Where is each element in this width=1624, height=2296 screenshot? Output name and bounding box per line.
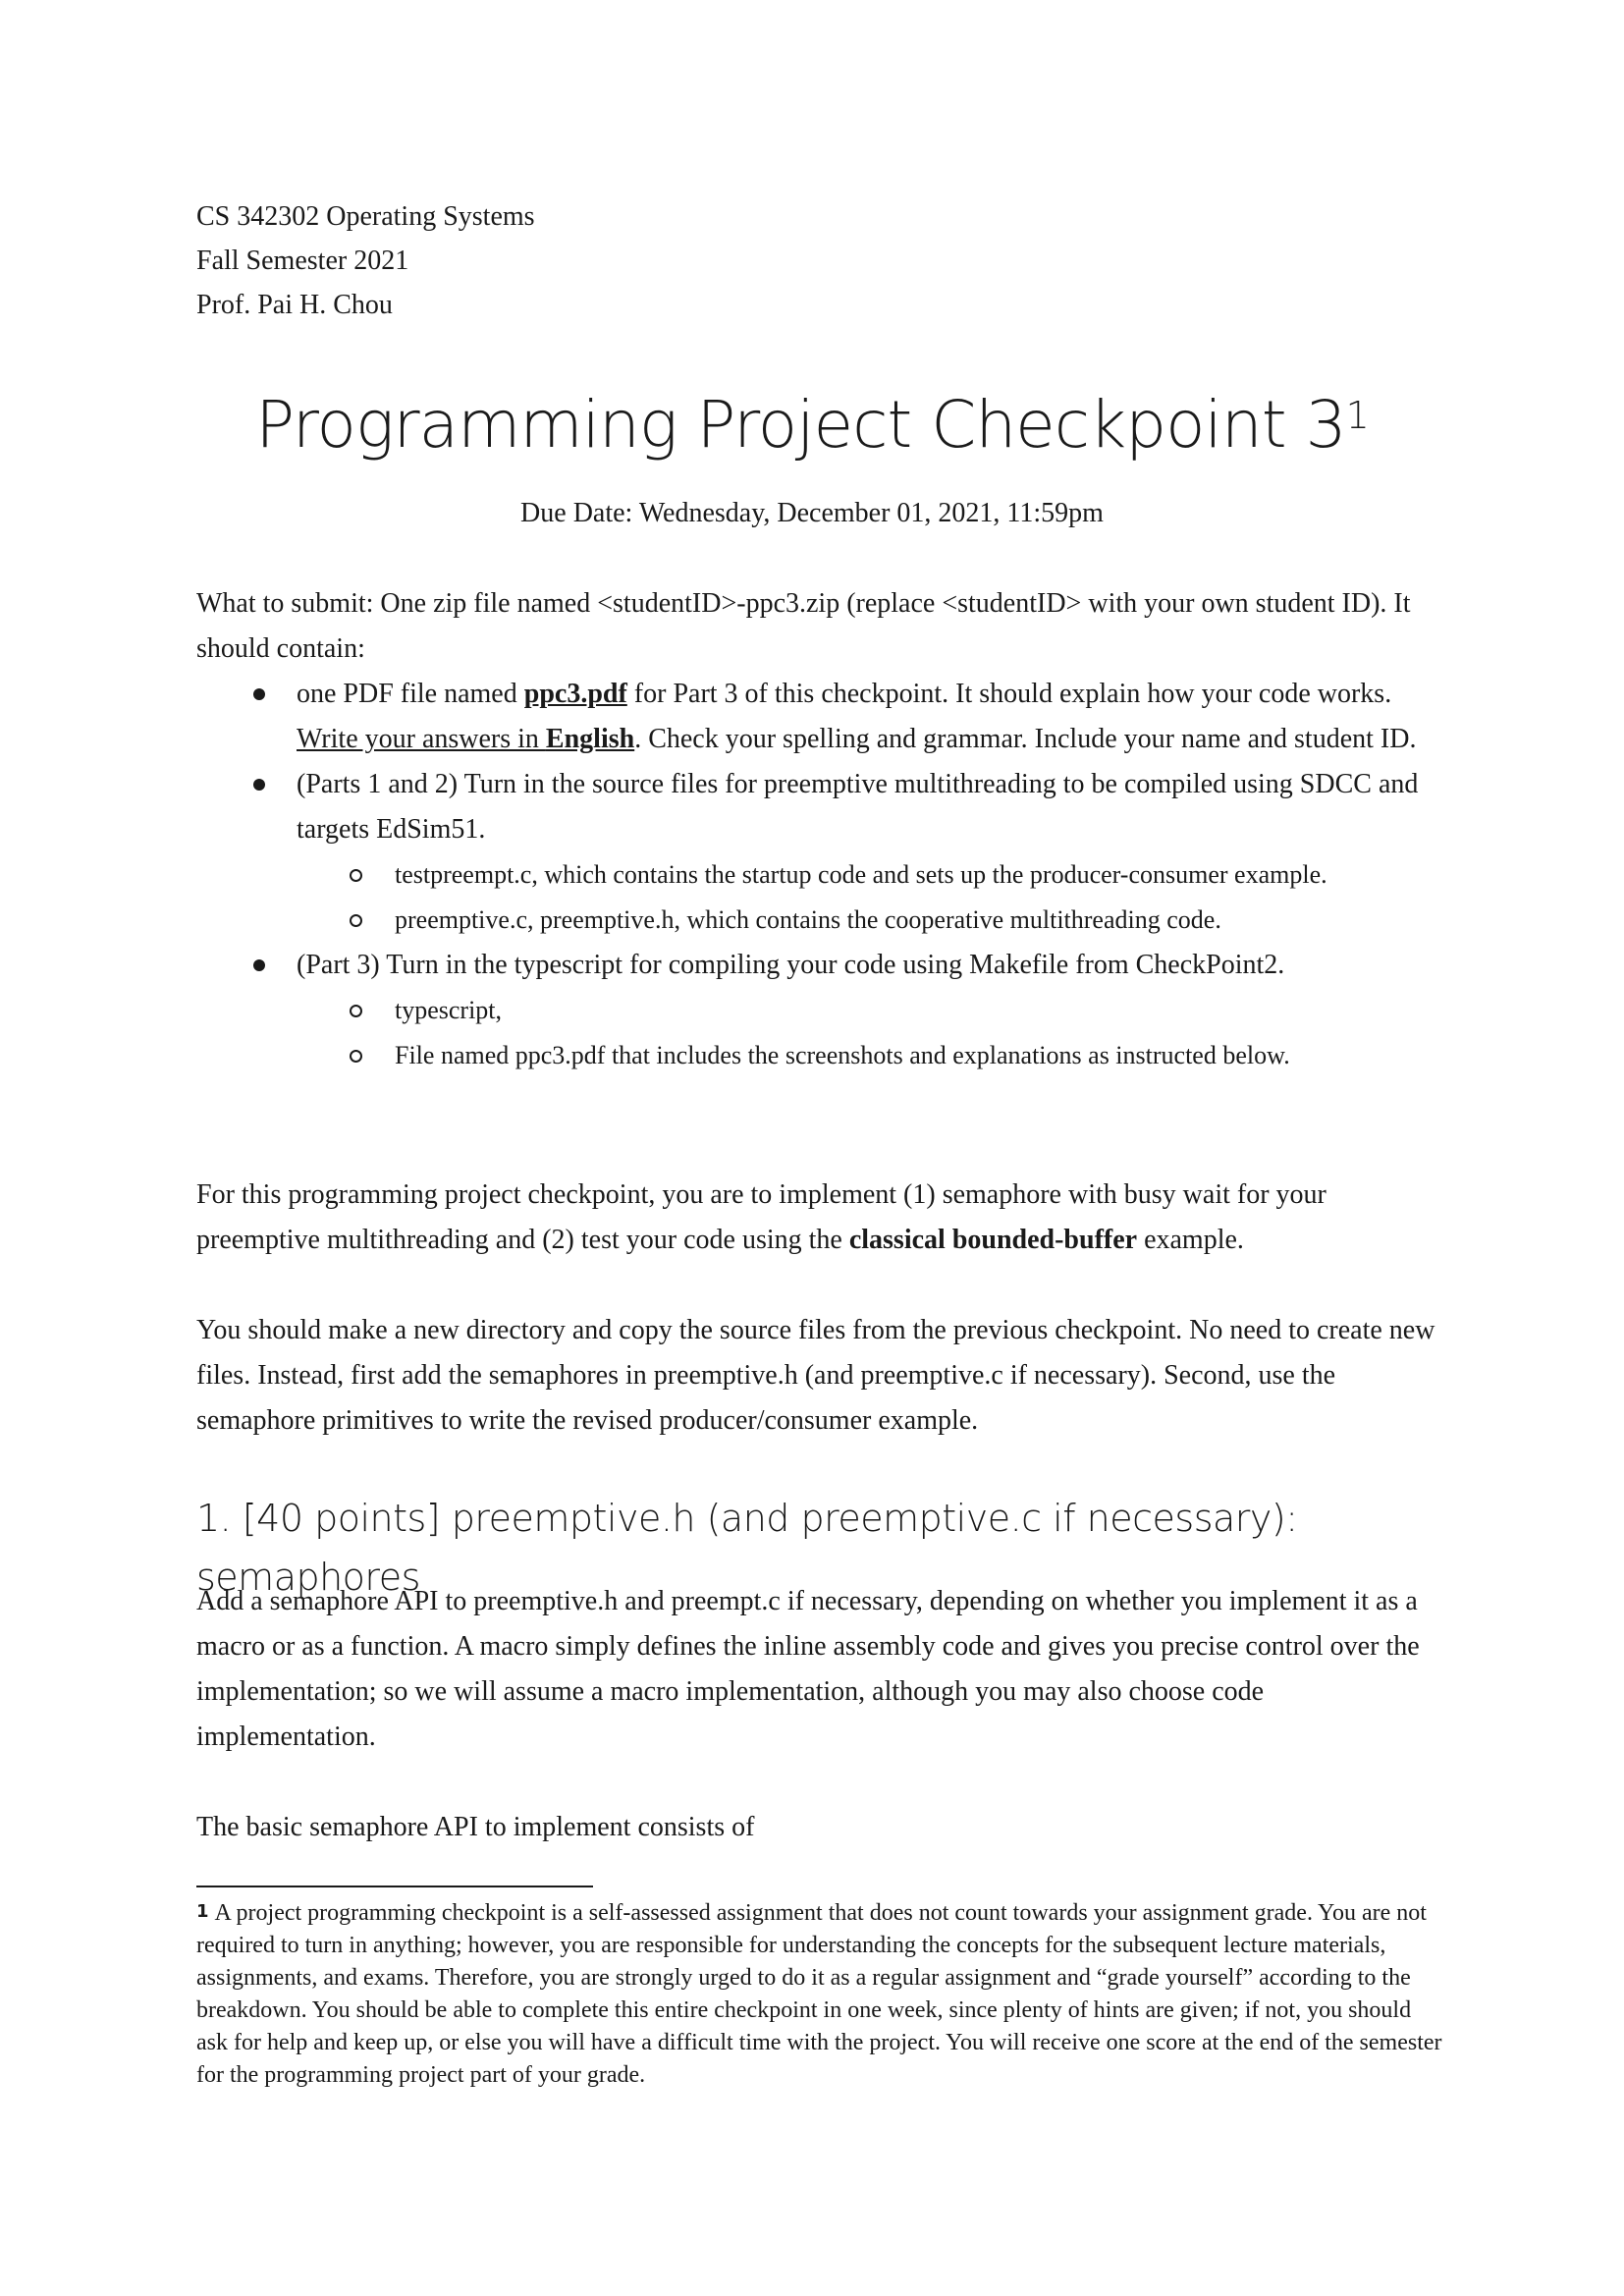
page-title [0, 381, 1624, 469]
section-body: Add a semaphore API to preemptive.h and preempt.c if necessary, depending on whether you implement it as a macro or as a function. A macro simply defines the inline assembly code and gives you precise control over the implementation; so we will assume a macro implementation, although you may also choose code implementation. [196, 1586, 1420, 1752]
section-heading: 1. [40 points] preemptive.h (and preemptive.c if necessary): semaphores [196, 1497, 1298, 1599]
sub-list-item: File named ppc3.pdf that includes the screenshots and explanations as instructed below. [297, 1033, 1443, 1078]
list-item: (Part 3) Turn in the typescript for compiling your code using Makefile from CheckPoint2. typescript, File named ppc3.pdf that includes the screenshots and explanations as instructed below. [196, 943, 1443, 1078]
sub-list [297, 852, 1443, 943]
sub-list [297, 988, 1443, 1078]
sub-list-item: typescript, [297, 988, 1443, 1033]
bullet-icon [253, 779, 265, 791]
semester: Fall Semester 2021 [196, 246, 409, 276]
professor: Prof. Pai H. Chou [196, 290, 393, 320]
sub-list-item: preemptive.c, preemptive.h, which contains the cooperative multithreading code. [297, 898, 1443, 943]
list-item: one PDF file named ppc3.pdf for Part 3 of this checkpoint. It should explain how your code works. Write your answers in English. Check your spelling and grammar. Include your name and student ID. [196, 672, 1443, 762]
circle-bullet-icon [350, 1050, 362, 1063]
bounded-buffer-term: classical bounded-buffer [848, 1225, 1138, 1255]
circle-bullet-icon [350, 1005, 362, 1017]
due-date: Due Date: Wednesday, December 01, 2021, 11:59pm [520, 498, 1104, 528]
setup-paragraph: You should make a new directory and copy the source files from the previous checkpoint. No need to create new files. Instead, first add the semaphores in preemptive.h (and preemptive.c if necessary). Second, use the semaphore primitives to write the revised producer/consumer example. [196, 1315, 1435, 1436]
title-footnote-mark: 1 [1345, 394, 1369, 437]
course-header [196, 194, 1443, 327]
circle-bullet-icon [350, 869, 362, 882]
sub-list-item: testpreempt.c, which contains the startup code and sets up the producer-consumer example. [297, 852, 1443, 898]
bullet-icon [253, 959, 265, 971]
bullet-icon [253, 688, 265, 700]
api-intro: The basic semaphore API to implement consists of [196, 1812, 755, 1842]
footnote-divider [196, 1886, 593, 1887]
course-name: CS 342302 Operating Systems [196, 201, 535, 232]
footnote [196, 1897, 1443, 2092]
submission-list [196, 672, 1443, 1078]
submission-intro: What to submit: One zip file named <studentID>-ppc3.zip (replace <studentID> with your own student ID). It should contain: [196, 588, 1411, 664]
circle-bullet-icon [350, 914, 362, 927]
footnote-text: A project programming checkpoint is a self-assessed assignment that does not count towards your assignment grade. You are not required to turn in anything; however, you are responsible for understanding the concepts for the subsequent lecture materials, assignments, and exams. Therefore, you are strongly urged to do it as a regular assignment and “grade yourself” according to the breakdown. You should be able to complete this entire checkpoint in one week, since plenty of hints are given; if not, you should ask for help and keep up, or else you will have a difficult time with the project. You will receive one score at the end of the semester for the programming project part of your grade. [196, 1900, 1442, 2088]
pdf-filename: ppc3.pdf [523, 679, 627, 709]
intro-paragraph: For this programming project checkpoint, you are to implement (1) semaphore with busy wait for your preemptive multithreading and (2) test your code using the classical bounded-buffer example. [196, 1179, 1326, 1255]
list-item: (Parts 1 and 2) Turn in the source files for preemptive multithreading to be compiled using SDCC and targets EdSim51. testpreempt.c, which contains the startup code and sets up the producer-consumer example. preemptive.c, preemptive.h, which contains the cooperative multithreading code. [196, 762, 1443, 943]
page-title-text: Programming Project Checkpoint 3 [255, 387, 1346, 463]
footnote-mark: 1 [196, 1901, 209, 1922]
english-instruction: Write your answers in English [297, 724, 635, 754]
